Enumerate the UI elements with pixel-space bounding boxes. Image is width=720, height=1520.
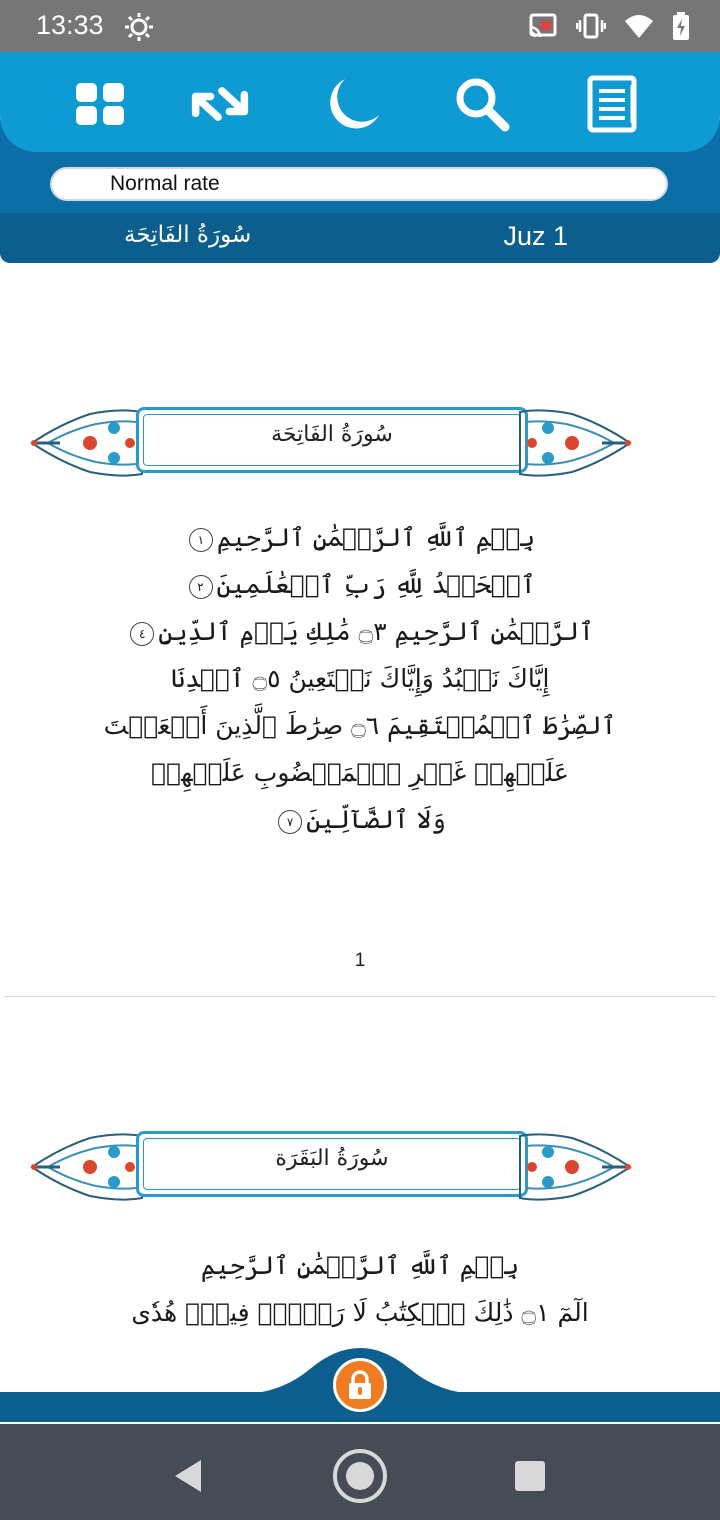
brightness-icon — [124, 12, 154, 46]
lock-button[interactable] — [333, 1358, 387, 1412]
verse-line[interactable]: وَلَا ٱلضَّآلِّينَ٧ — [0, 796, 720, 843]
grid-menu-icon[interactable] — [70, 74, 130, 134]
verse-line[interactable]: بِسۡمِ ٱللَّهِ ٱلرَّحۡمَٰنِ ٱلرَّحِيمِ — [200, 1251, 520, 1280]
current-surah-name: سُورَةُ الفَاتِحَة — [124, 222, 252, 248]
verse-line[interactable]: عَلَيۡهِمۡ غَيۡرِ ٱلۡمَغۡضُوبِ عَلَيۡهِمۡ — [151, 758, 569, 787]
vibrate-icon — [576, 13, 606, 43]
ornament-right-icon — [512, 404, 632, 482]
verses-page-2 — [0, 1242, 720, 1336]
verses-page-1 — [0, 514, 720, 843]
page-divider — [4, 996, 716, 997]
verse-line[interactable]: ٱلصِّرَٰطَ ٱلۡمُسۡتَقِيمَ ۝٦ صِرَٰطَ ٱلَّذِينَ أَنۡعَمۡتَ — [103, 711, 617, 740]
swap-arrows-icon[interactable] — [190, 74, 250, 134]
verse-line[interactable]: الٓمٓ ۝١ ذَٰلِكَ ٱلۡكِتَٰبُ لَا رَيۡبَۛ فِيهِۛ هُدٗى — [131, 1298, 589, 1327]
system-nav-bar — [0, 1424, 720, 1520]
recents-icon[interactable] — [502, 1448, 558, 1504]
surah-header-frame — [30, 1128, 632, 1206]
current-juz: Juz 1 — [503, 221, 568, 251]
lock-icon — [347, 1370, 373, 1400]
verse-line[interactable]: ٱلۡحَمۡدُ لِلَّهِ رَبِّ ٱلۡعَٰلَمِينَ٢ — [0, 561, 720, 608]
ayah-marker: ٧ — [278, 810, 302, 834]
ornament-left-icon — [30, 404, 150, 482]
ayah-marker: ١ — [189, 528, 213, 552]
verse-line[interactable]: إِيَّاكَ نَعۡبُدُ وَإِيَّاكَ نَسۡتَعِينُ ۝٥ ٱهۡدِنَا — [170, 664, 550, 693]
notes-icon[interactable] — [582, 74, 642, 134]
search-icon[interactable] — [452, 74, 512, 134]
page-number: 1 — [354, 950, 366, 971]
rate-label: Normal rate — [110, 172, 220, 195]
verse-line[interactable]: بِسۡمِ ٱللَّهِ ٱلرَّحۡمَٰنِ ٱلرَّحِيمِ١ — [0, 514, 720, 561]
surah-header-frame — [30, 404, 632, 482]
status-bar — [0, 0, 720, 52]
battery-charging-icon — [672, 12, 690, 44]
ornament-left-icon — [30, 1128, 150, 1206]
ayah-marker: ٢ — [189, 575, 213, 599]
cast-icon — [528, 13, 558, 43]
ayah-marker: ٤ — [130, 622, 154, 646]
rate-selector[interactable] — [50, 167, 668, 201]
ornament-right-icon — [512, 1128, 632, 1206]
night-mode-icon[interactable] — [322, 74, 382, 134]
status-time: 13:33 — [36, 10, 104, 40]
surah-title: سُورَةُ البَقَرَة — [275, 1146, 389, 1171]
home-icon[interactable] — [332, 1448, 388, 1504]
toolbar — [0, 52, 720, 152]
wifi-icon — [624, 13, 654, 43]
back-icon[interactable] — [160, 1448, 216, 1504]
verse-line[interactable]: ٱلرَّحۡمَٰنِ ٱلرَّحِيمِ ۝٣ مَٰلِكِ يَوۡمِ ٱلدِّينِ٤ — [0, 608, 720, 655]
info-bar — [0, 213, 720, 263]
surah-title: سُورَةُ الفَاتِحَة — [271, 422, 393, 447]
